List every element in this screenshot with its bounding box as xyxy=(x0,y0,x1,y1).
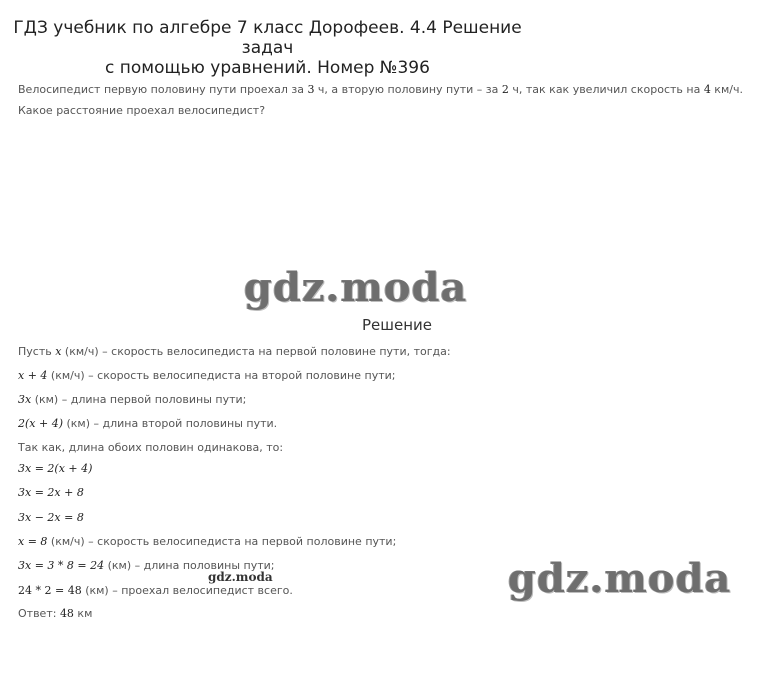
problem-number-2: 2 xyxy=(501,83,509,96)
problem-text-4: км/ч. Какое расстояние проехал велосипедист? xyxy=(18,83,743,117)
solution-line-9-math: x = 8 xyxy=(18,535,48,548)
answer-unit: км xyxy=(73,607,93,620)
solution-line-6 xyxy=(18,461,92,477)
answer-label: Ответ: xyxy=(18,607,60,620)
solution-line-9-post: (км/ч) – скорость велосипедиста на первой половине пути; xyxy=(47,535,397,548)
page-title-line-1: ГДЗ учебник по алгебре 7 класс Дорофеев. 4.4 Решение задач xyxy=(13,18,522,58)
solution-line-11-math: 24 * 2 = 48 xyxy=(18,584,82,597)
solution-line-2 xyxy=(18,368,395,384)
solution-heading: Решение xyxy=(362,316,433,334)
solution-line-10-math: 3x = 3 * 8 = 24 xyxy=(18,559,105,572)
solution-line-4-math: 2(x + 4) xyxy=(18,417,63,430)
answer-line xyxy=(18,606,92,622)
problem-text-2: ч, а вторую половину пути – за xyxy=(314,83,502,96)
watermark-small: gdz.moda xyxy=(208,570,273,584)
solution-line-1-math: x xyxy=(55,345,62,358)
solution-line-3-math: 3x xyxy=(18,393,32,406)
problem-statement xyxy=(18,79,743,121)
solution-line-7-math: 3x = 2x + 8 xyxy=(18,486,84,499)
solution-line-4-post: (км) – длина второй половины пути. xyxy=(63,417,278,430)
solution-line-7 xyxy=(18,485,84,501)
solution-line-2-math: x + 4 xyxy=(18,369,48,382)
solution-line-4 xyxy=(18,416,277,432)
solution-line-11-post: (км) – проехал велосипедист всего. xyxy=(81,584,293,597)
problem-text-3: ч, так как увеличил скорость на xyxy=(508,83,704,96)
answer-value: 48 xyxy=(59,607,74,620)
solution-line-8-math: 3x − 2x = 8 xyxy=(18,511,84,524)
solution-line-1-post: (км/ч) – скорость велосипедиста на первой половине пути, тогда: xyxy=(61,345,451,358)
problem-number-3: 4 xyxy=(703,83,711,96)
page-title xyxy=(0,18,535,78)
solution-line-11 xyxy=(18,583,293,599)
solution-line-9 xyxy=(18,534,396,550)
solution-line-3 xyxy=(18,392,246,408)
solution-line-2-post: (км/ч) – скорость велосипедиста на второй половине пути; xyxy=(47,369,396,382)
solution-line-5: Так как, длина обоих половин одинакова, то: xyxy=(18,441,284,454)
solution-line-3-post: (км) – длина первой половины пути; xyxy=(31,393,247,406)
solution-line-1 xyxy=(18,344,451,360)
watermark-logo-2: gdz.moda xyxy=(508,555,732,602)
problem-text-1: Велосипедист первую половину пути проехал за xyxy=(18,83,308,96)
solution-line-8 xyxy=(18,510,84,526)
solution-line-6-math: 3x = 2(x + 4) xyxy=(18,462,93,475)
solution-line-10-post: (км) – длина половины пути; xyxy=(104,559,275,572)
solution-line-1-pre: Пусть xyxy=(18,345,56,358)
problem-number-1: 3 xyxy=(307,83,315,96)
watermark-logo: gdz.moda xyxy=(244,264,468,311)
page-title-line-2: с помощью уравнений. Номер №396 xyxy=(105,58,430,78)
